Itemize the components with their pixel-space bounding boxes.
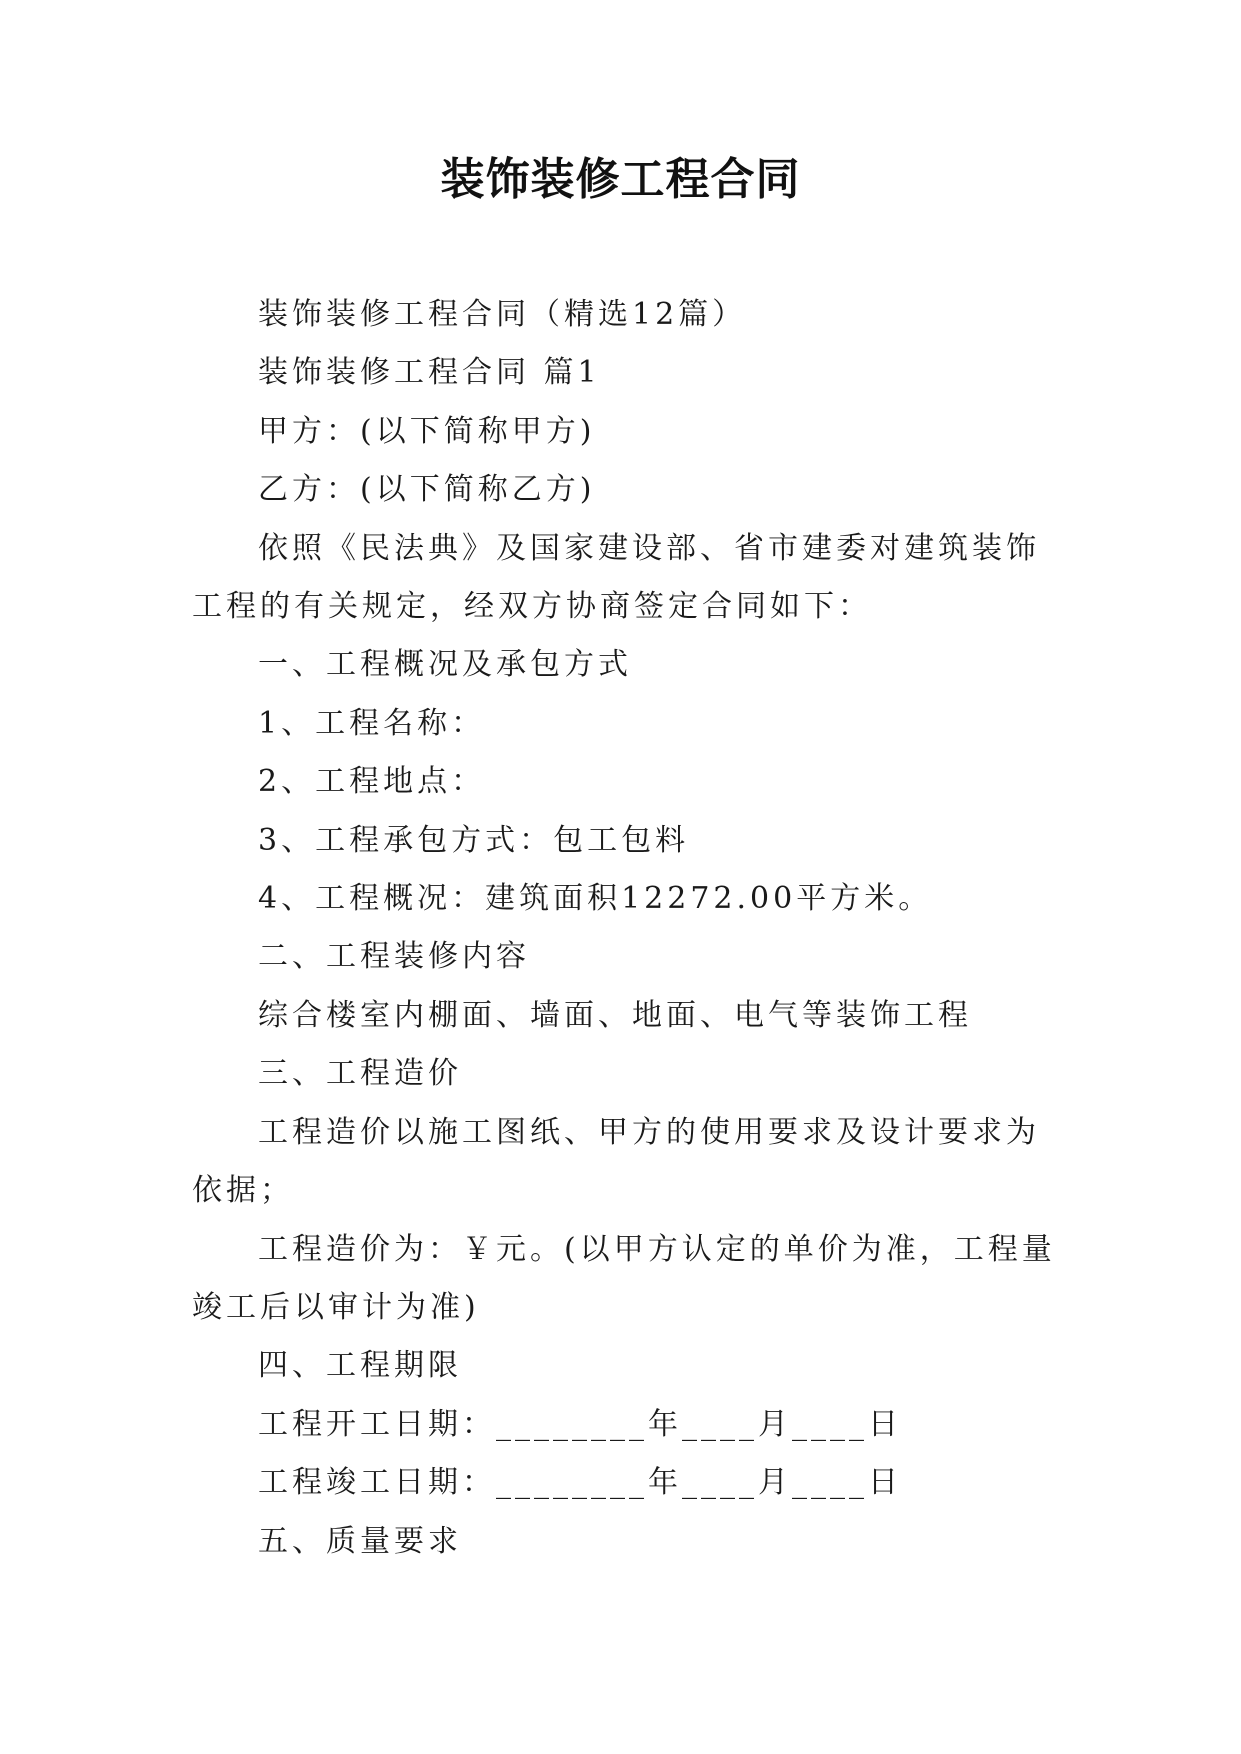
document-title: 装饰装修工程合同 — [440, 154, 801, 205]
paragraph-party-b: 乙方：(以下简称乙方) — [258, 472, 596, 508]
paragraph-heading-1: 一、工程概况及承包方式 — [258, 647, 632, 683]
paragraph-project-name: 1、工程名称： — [258, 705, 486, 741]
paragraph-project-location: 2、工程地点： — [258, 764, 486, 800]
paragraph-cost-amount: 工程造价为：￥元。(以甲方认定的单价为准，工程量竣工后以审计为准) — [192, 1231, 1056, 1325]
paragraph-completion-date: 工程竣工日期：________年____月____日 — [258, 1465, 902, 1501]
paragraph-section-heading: 装饰装修工程合同 篇1 — [258, 355, 601, 391]
paragraph-project-overview: 4、工程概况：建筑面积12272.00平方米。 — [258, 881, 933, 917]
paragraph-heading-5: 五、质量要求 — [258, 1523, 462, 1559]
document-body — [192, 286, 1060, 1571]
paragraph-heading-2: 二、工程装修内容 — [258, 939, 530, 975]
paragraph-contract-method: 3、工程承包方式：包工包料 — [258, 822, 690, 858]
paragraph-cost-basis: 工程造价以施工图纸、甲方的使用要求及设计要求为依据； — [192, 1114, 1040, 1209]
paragraph-decoration-content: 综合楼室内棚面、墙面、地面、电气等装饰工程 — [258, 997, 972, 1033]
paragraph-start-date: 工程开工日期：________年____月____日 — [258, 1406, 902, 1442]
paragraph-heading-4: 四、工程期限 — [258, 1348, 462, 1384]
paragraph-heading-3: 三、工程造价 — [258, 1056, 462, 1092]
paragraph-party-a: 甲方：(以下简称甲方) — [258, 413, 596, 449]
paragraph-preamble: 依照《民法典》及国家建设部、省市建委对建筑装饰工程的有关规定，经双方协商签定合同如下： — [192, 530, 1040, 625]
paragraph-subtitle: 装饰装修工程合同（精选12篇） — [258, 297, 747, 332]
